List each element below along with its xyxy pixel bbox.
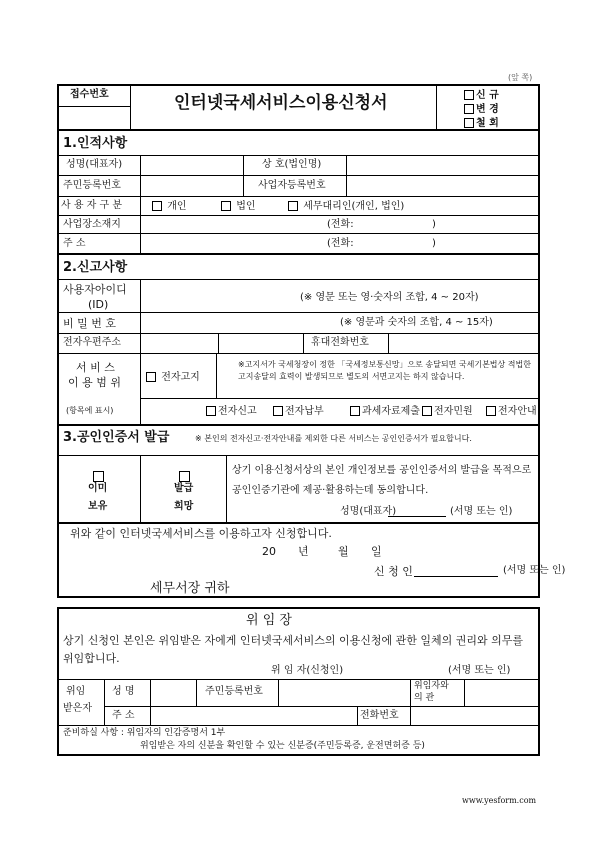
prep-items-1: 준비하실 사항 : 위임자의 인감증명서 1부 (63, 728, 226, 738)
cert-issue-label-1: 발급 (174, 483, 194, 494)
delegate-rrn-field[interactable] (279, 680, 409, 705)
business-address-label: 사업장소재지 (63, 219, 121, 230)
mobile-field[interactable] (389, 334, 539, 352)
home-phone-close: ) (432, 238, 436, 249)
page-side-label: (앞 쪽) (508, 73, 533, 82)
checkbox-tax-agent[interactable] (288, 201, 298, 211)
consent-signature-label: 성명(대표자) (340, 506, 397, 517)
footer-url: www.yesform.com (462, 796, 537, 805)
user-type-individual[interactable]: 개인 (152, 201, 187, 212)
home-phone-label: (전화: (327, 238, 354, 249)
date-year-prefix: 20 (262, 545, 276, 558)
option-withdraw[interactable]: 철 회 (464, 118, 499, 129)
date-day-unit: 일 (371, 545, 382, 558)
delegate-name-label: 성 명 (112, 686, 135, 697)
checkbox-data-submission[interactable] (350, 406, 360, 416)
delegate-phone-label: 전화번호 (360, 710, 399, 721)
section3-title: 3.공인인증서 발급 (63, 430, 170, 445)
cert-existing-label-1: 이미 (88, 483, 108, 494)
rrn-label: 주민등록번호 (63, 180, 121, 191)
date-month-unit: 월 (338, 545, 349, 558)
recipient: 세무서장 귀하 (150, 581, 230, 596)
delegator-suffix: (서명 또는 인) (448, 665, 511, 676)
company-label: 상 호(법인명) (262, 159, 322, 170)
checkbox-e-payment[interactable] (273, 406, 283, 416)
checkbox-e-notice[interactable] (146, 372, 156, 382)
delegate-label-2: 받은자 (63, 703, 92, 714)
service-e-civil[interactable]: 전자민원 (422, 406, 473, 417)
business-address-field[interactable] (141, 216, 321, 232)
applicant-label: 신 청 인 (374, 565, 413, 578)
service-label-2: 이 용 범 위 (68, 376, 121, 389)
delegation-text: 상기 신청인 본인은 위임받은 자에게 인터넷국세서비스의 이용신청에 관한 일체의 권리와 의무를 위임합니다. (63, 634, 524, 665)
rrn-field[interactable] (141, 176, 242, 195)
receipt-number-label: 접수번호 (70, 89, 109, 100)
checkbox-new[interactable] (464, 90, 474, 100)
user-type-corporation[interactable]: 법인 (221, 201, 256, 212)
delegation-title: 위 임 장 (246, 613, 292, 628)
section3-note: ※ 본인의 전자신고·전자안내를 제외한 다른 서비스는 공인인증서가 필요합니다. (195, 434, 472, 443)
cert-issue-label-2: 희망 (174, 501, 194, 512)
service-label-1: 서 비 스 (76, 361, 115, 374)
brn-label: 사업자등록번호 (258, 180, 326, 191)
email-label: 전자우편주소 (63, 337, 121, 348)
delegate-label-1: 위임 (66, 686, 86, 697)
consent-signature-suffix: (서명 또는 인) (450, 506, 513, 517)
checkbox-individual[interactable] (152, 201, 162, 211)
checkbox-e-civil[interactable] (422, 406, 432, 416)
delegate-address-label: 주 소 (112, 710, 135, 721)
checkbox-change[interactable] (464, 104, 474, 114)
password-hint: (※ 영문과 숫자의 조합, 4 ~ 15자) (340, 317, 493, 328)
user-id-hint: (※ 영문 또는 영·숫자의 조합, 4 ~ 20자) (300, 292, 479, 303)
checkbox-e-filing[interactable] (206, 406, 216, 416)
password-label: 비 밀 번 호 (63, 317, 116, 330)
business-phone-close: ) (432, 219, 436, 230)
name-field[interactable] (141, 156, 242, 174)
checkbox-withdraw[interactable] (464, 118, 474, 128)
relation-label-1: 위임자와 (414, 681, 449, 691)
applicant-signature-line[interactable] (414, 576, 498, 577)
date-year-unit: 년 (298, 545, 309, 558)
e-notice-option[interactable]: 전자고지 (146, 372, 200, 383)
password-field[interactable] (141, 313, 321, 332)
checkbox-corporation[interactable] (221, 201, 231, 211)
application-statement: 위와 같이 인터넷국세서비스를 이용하고자 신청합니다. (70, 527, 332, 540)
option-new[interactable]: 신 규 (464, 90, 499, 101)
checkbox-e-guide[interactable] (486, 406, 496, 416)
user-type-label: 사 용 자 구 분 (61, 200, 123, 211)
section2-title: 2.신고사항 (63, 260, 128, 275)
delegate-rrn-label: 주민등록번호 (205, 686, 263, 697)
service-data-submission[interactable]: 과세자료제출 (350, 406, 420, 417)
brn-field[interactable] (347, 176, 539, 195)
name-label: 성명(대표자) (66, 159, 123, 170)
option-change[interactable]: 변 경 (464, 104, 499, 115)
delegate-name-field[interactable] (151, 680, 195, 705)
user-id-label: 사용자아이디 (63, 283, 127, 296)
service-e-guide[interactable]: 전자안내 (486, 406, 537, 417)
service-e-filing[interactable]: 전자신고 (206, 406, 257, 417)
consent-text: 상기 이용신청서상의 본인 개인정보를 공인인증서의 발급을 목적으로 공인인증기관에 제공·활용하는데 동의합니다. (232, 465, 532, 496)
cert-existing-label-2: 보유 (88, 501, 108, 512)
company-field[interactable] (347, 156, 539, 174)
home-address-label: 주 소 (63, 238, 86, 249)
consent-signature-line[interactable] (388, 516, 446, 517)
service-e-payment[interactable]: 전자납부 (273, 406, 324, 417)
prep-items-2: 위임받은 자의 신분을 확인할 수 있는 신분증(주민등록증, 운전면허증 등) (140, 741, 425, 751)
mobile-label: 휴대전화번호 (311, 337, 369, 348)
user-type-tax-agent[interactable]: 세무대리인(개인, 법인) (288, 201, 404, 212)
email-field[interactable] (141, 334, 217, 352)
business-phone-label: (전화: (327, 219, 354, 230)
form-title: 인터넷국세서비스이용신청서 (174, 93, 388, 113)
applicant-signature-suffix: (서명 또는 인) (503, 565, 566, 576)
e-notice-text: ※고지서가 국세청장이 정한 「국세정보통신망」으로 송달되면 국세기본법상 적법한 고지송달의 효력이 발생되므로 별도의 서면고지는 하지 않습니다. (238, 360, 531, 381)
home-address-field[interactable] (141, 234, 321, 252)
delegator-label: 위 임 자(신청인) (271, 665, 344, 676)
service-note-label: (항목에 표시) (66, 406, 114, 415)
section1-title: 1.인적사항 (63, 136, 128, 151)
user-id-field[interactable] (141, 280, 291, 311)
user-id-sublabel: (ID) (88, 298, 109, 311)
receipt-number-field[interactable] (58, 107, 129, 128)
delegate-phone-field[interactable] (411, 707, 539, 724)
delegate-address-field[interactable] (151, 707, 356, 724)
relation-label-2: 의 관 (414, 693, 435, 703)
email-domain-field[interactable] (219, 334, 302, 352)
relation-field[interactable] (465, 680, 539, 705)
